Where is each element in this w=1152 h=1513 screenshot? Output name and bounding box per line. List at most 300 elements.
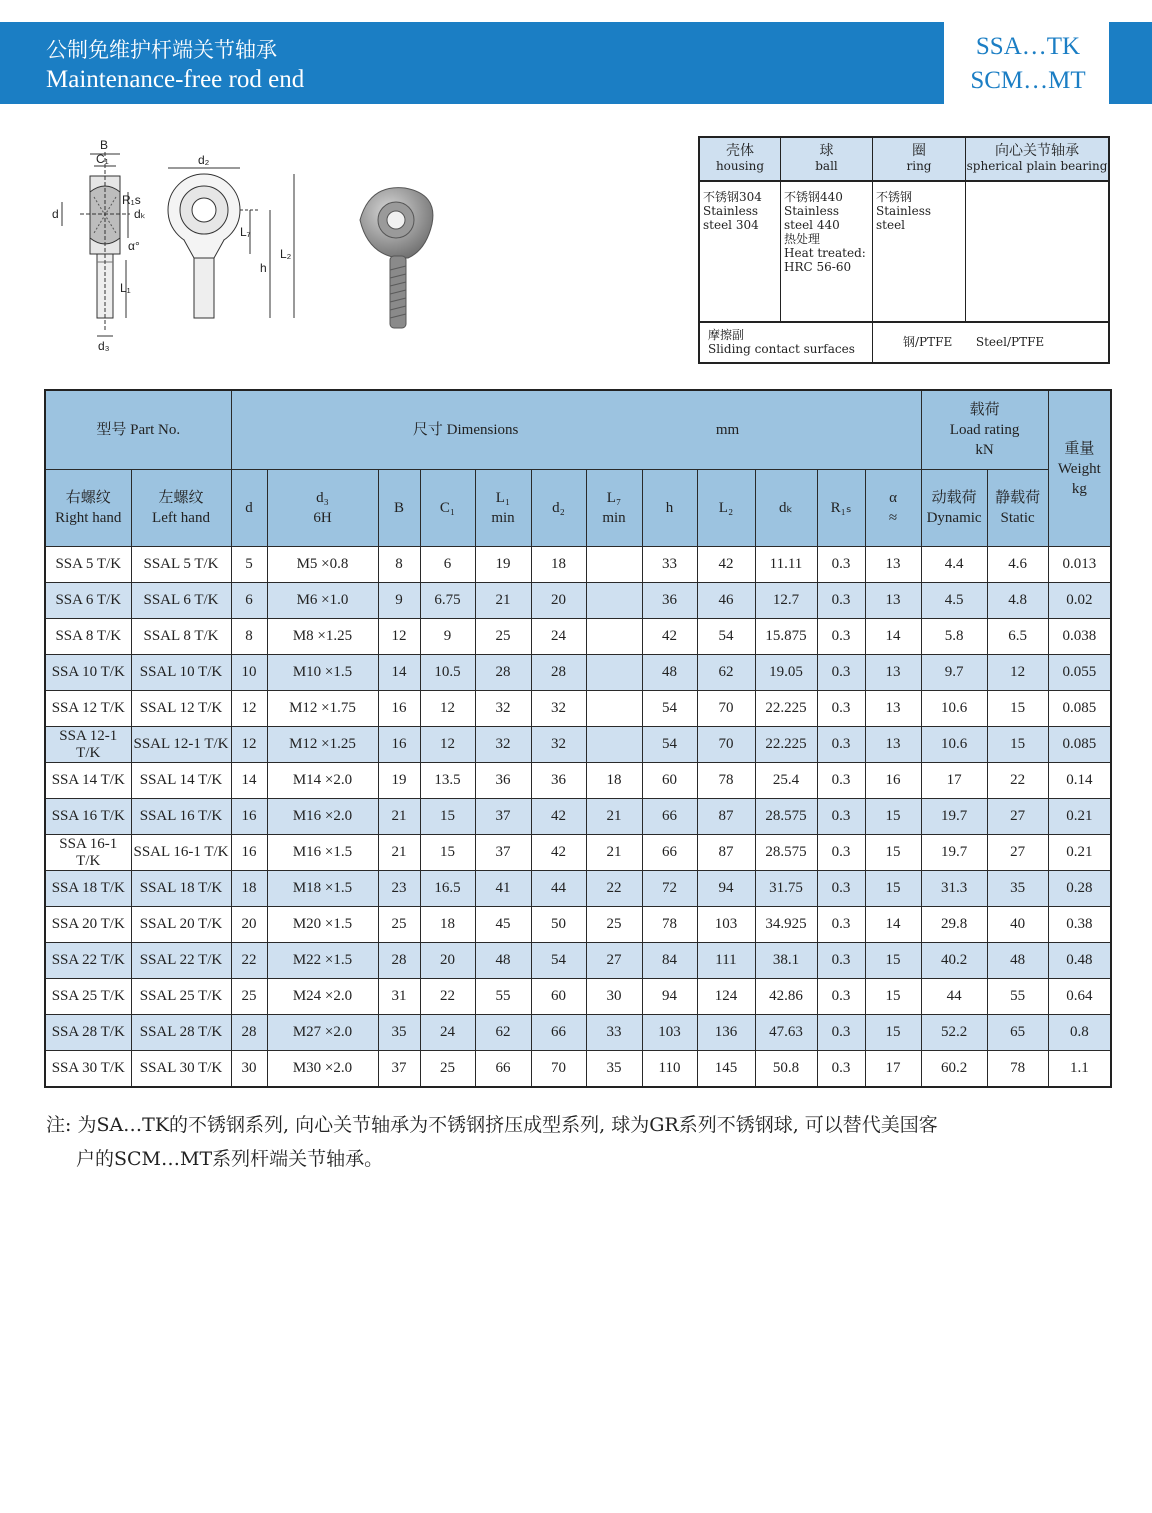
table-cell: 0.3 (817, 835, 865, 871)
table-cell: 8 (231, 619, 267, 655)
footnote (46, 1108, 1116, 1176)
table-cell: M30 ×2.0 (267, 1051, 378, 1087)
table-cell: 28 (231, 1015, 267, 1051)
table-cell: M22 ×1.5 (267, 943, 378, 979)
table-cell: SSA 28 T/K (45, 1015, 131, 1051)
material-housing: 不锈钢304 Stainless steel 304 (700, 182, 781, 321)
table-cell: 13 (865, 691, 921, 727)
material-bearing (966, 182, 1108, 321)
table-cell: 9.7 (921, 655, 987, 691)
table-cell: 0.055 (1048, 655, 1111, 691)
table-cell: 18 (531, 547, 586, 583)
table-cell: 145 (697, 1051, 755, 1087)
table-cell: 30 (586, 979, 642, 1015)
table-cell: 6 (420, 547, 475, 583)
table-cell: 5.8 (921, 619, 987, 655)
table-cell: SSAL 28 T/K (131, 1015, 231, 1051)
table-cell: 42 (642, 619, 697, 655)
table-cell: 9 (378, 583, 420, 619)
col-C1: C₁ (420, 470, 475, 547)
col-R1s: R₁ₛ (817, 470, 865, 547)
table-cell: 40.2 (921, 943, 987, 979)
table-cell: 11.11 (755, 547, 817, 583)
table-cell: SSA 6 T/K (45, 583, 131, 619)
table-cell: SSA 14 T/K (45, 763, 131, 799)
table-cell: 14 (865, 619, 921, 655)
table-cell: 38.1 (755, 943, 817, 979)
table-cell: 0.3 (817, 943, 865, 979)
header-banner (0, 22, 944, 104)
table-cell: 70 (697, 727, 755, 763)
table-cell: 4.8 (987, 583, 1048, 619)
table-cell: 48 (475, 943, 531, 979)
table-cell: 16 (231, 799, 267, 835)
table-cell: 15 (865, 835, 921, 871)
table-cell: SSAL 16-1 T/K (131, 835, 231, 871)
col-static: 静载荷 Static (987, 470, 1048, 547)
table-cell: 10.5 (420, 655, 475, 691)
table-cell: 29.8 (921, 907, 987, 943)
table-cell: 15 (865, 1015, 921, 1051)
table-cell: 15 (865, 943, 921, 979)
table-cell: 15 (865, 979, 921, 1015)
table-cell: 21 (378, 835, 420, 871)
table-row (45, 691, 1111, 727)
table-cell: M5 ×0.8 (267, 547, 378, 583)
table-cell: 17 (865, 1051, 921, 1087)
table-cell: 22.225 (755, 691, 817, 727)
table-cell: 36 (475, 763, 531, 799)
table-cell: 12 (231, 727, 267, 763)
table-cell: 34.925 (755, 907, 817, 943)
table-cell: 0.3 (817, 547, 865, 583)
label-L2: L₂ (280, 247, 292, 261)
table-cell: 15 (987, 727, 1048, 763)
table-row (45, 1015, 1111, 1051)
table-cell: 37 (378, 1051, 420, 1087)
table-cell: SSA 8 T/K (45, 619, 131, 655)
table-cell: 24 (531, 619, 586, 655)
table-cell: 55 (475, 979, 531, 1015)
table-cell: 18 (586, 763, 642, 799)
table-cell: 66 (531, 1015, 586, 1051)
table-cell: 0.21 (1048, 799, 1111, 835)
table-cell: 25 (475, 619, 531, 655)
table-cell: 37 (475, 799, 531, 835)
product-photo (350, 180, 445, 332)
table-cell: M16 ×1.5 (267, 835, 378, 871)
table-cell: 54 (697, 619, 755, 655)
table-cell: 31.75 (755, 871, 817, 907)
series-code-2: SCM…MT (970, 67, 1086, 94)
table-cell: M24 ×2.0 (267, 979, 378, 1015)
table-cell: 25 (586, 907, 642, 943)
table-cell: 103 (642, 1015, 697, 1051)
table-cell: 70 (531, 1051, 586, 1087)
table-cell: SSA 5 T/K (45, 547, 131, 583)
dimensions-table (44, 389, 1112, 1088)
table-cell: 17 (921, 763, 987, 799)
label-d2: d₂ (198, 153, 210, 167)
part-no-header: 型号 Part No. (45, 390, 231, 470)
table-cell: SSAL 16 T/K (131, 799, 231, 835)
table-row (45, 799, 1111, 835)
table-cell: M20 ×1.5 (267, 907, 378, 943)
table-cell: SSA 22 T/K (45, 943, 131, 979)
table-cell: 42 (697, 547, 755, 583)
table-cell: 111 (697, 943, 755, 979)
materials-table (698, 136, 1110, 364)
table-cell: 0.3 (817, 979, 865, 1015)
table-cell: 9 (420, 619, 475, 655)
table-cell: 36 (531, 763, 586, 799)
table-cell: 45 (475, 907, 531, 943)
table-cell: 19.7 (921, 799, 987, 835)
table-cell: 22 (987, 763, 1048, 799)
table-cell: 19.05 (755, 655, 817, 691)
table-cell: 78 (642, 907, 697, 943)
table-cell: 47.63 (755, 1015, 817, 1051)
left-hand-header: 左螺纹 Left hand (131, 470, 231, 547)
table-cell: 28.575 (755, 799, 817, 835)
table-cell: M27 ×2.0 (267, 1015, 378, 1051)
table-cell: 33 (642, 547, 697, 583)
col-L2: L₂ (697, 470, 755, 547)
table-cell: 16 (231, 835, 267, 871)
table-cell: SSAL 18 T/K (131, 871, 231, 907)
table-cell: 0.48 (1048, 943, 1111, 979)
table-cell: 19 (378, 763, 420, 799)
table-cell: SSAL 12 T/K (131, 691, 231, 727)
sliding-surfaces-label: 摩擦副 Sliding contact surfaces (700, 321, 873, 362)
label-d3: d₃ (98, 339, 110, 353)
table-cell: 30 (231, 1051, 267, 1087)
table-cell: 25 (378, 907, 420, 943)
table-cell: 12.7 (755, 583, 817, 619)
label-L7: L₇ (240, 225, 251, 239)
table-cell: 15 (865, 799, 921, 835)
material-header-housing: 壳体 housing (700, 138, 781, 182)
table-cell: 5 (231, 547, 267, 583)
label-h: h (260, 261, 267, 275)
table-cell: M8 ×1.25 (267, 619, 378, 655)
col-L7: L₇ min (586, 470, 642, 547)
table-cell: 46 (697, 583, 755, 619)
table-cell: M6 ×1.0 (267, 583, 378, 619)
table-cell: 25.4 (755, 763, 817, 799)
table-cell (586, 727, 642, 763)
table-cell: 0.013 (1048, 547, 1111, 583)
table-cell: 16 (378, 691, 420, 727)
table-cell: 48 (987, 943, 1048, 979)
table-cell (586, 691, 642, 727)
table-cell: SSAL 6 T/K (131, 583, 231, 619)
table-cell: 32 (475, 727, 531, 763)
table-cell: 78 (697, 763, 755, 799)
table-cell: 31.3 (921, 871, 987, 907)
table-cell (586, 655, 642, 691)
table-cell: 0.3 (817, 583, 865, 619)
table-cell: 33 (586, 1015, 642, 1051)
material-header-ball: 球 ball (781, 138, 873, 182)
table-cell: 35 (378, 1015, 420, 1051)
table-cell: 15.875 (755, 619, 817, 655)
table-cell: SSAL 10 T/K (131, 655, 231, 691)
col-B: B (378, 470, 420, 547)
table-cell: 21 (586, 799, 642, 835)
table-cell: 35 (987, 871, 1048, 907)
table-cell: SSAL 20 T/K (131, 907, 231, 943)
table-cell: 94 (642, 979, 697, 1015)
series-code-1: SSA…TK (975, 33, 1081, 60)
table-cell: 21 (475, 583, 531, 619)
table-cell: 25 (231, 979, 267, 1015)
table-cell: 12 (420, 691, 475, 727)
col-dynamic: 动载荷 Dynamic (921, 470, 987, 547)
table-cell: 19.7 (921, 835, 987, 871)
table-cell: 16 (378, 727, 420, 763)
load-rating-header: 载荷 Load rating kN (921, 390, 1048, 470)
table-cell: 0.38 (1048, 907, 1111, 943)
table-cell: 0.02 (1048, 583, 1111, 619)
table-cell: 0.3 (817, 727, 865, 763)
table-cell: 22 (586, 871, 642, 907)
title-zh: 公制免维护杆端关节轴承 (46, 38, 277, 62)
table-cell: 15 (420, 799, 475, 835)
label-R1s: R₁s (122, 193, 141, 207)
table-cell: 70 (697, 691, 755, 727)
table-cell: 66 (642, 799, 697, 835)
table-cell: 0.3 (817, 691, 865, 727)
table-cell: 0.3 (817, 619, 865, 655)
table-cell: 0.3 (817, 907, 865, 943)
title-en: Maintenance-free rod end (46, 66, 305, 93)
table-cell: 35 (586, 1051, 642, 1087)
table-cell: 1.1 (1048, 1051, 1111, 1087)
table-cell: 52.2 (921, 1015, 987, 1051)
table-cell: M18 ×1.5 (267, 871, 378, 907)
table-cell: 124 (697, 979, 755, 1015)
table-cell: 18 (231, 871, 267, 907)
table-cell: SSAL 22 T/K (131, 943, 231, 979)
right-hand-header: 右螺纹 Right hand (45, 470, 131, 547)
table-cell: 4.4 (921, 547, 987, 583)
table-cell: 12 (378, 619, 420, 655)
table-cell: M16 ×2.0 (267, 799, 378, 835)
table-row (45, 835, 1111, 871)
table-cell: 28.575 (755, 835, 817, 871)
table-cell: 15 (420, 835, 475, 871)
material-header-bearing: 向心关节轴承 spherical plain bearing (966, 138, 1108, 182)
table-cell: 25 (420, 1051, 475, 1087)
table-cell: 22 (231, 943, 267, 979)
material-ball: 不锈钢440 Stainless steel 440 热处理 Heat treated: HRC 56-60 (781, 182, 873, 321)
table-cell: 54 (531, 943, 586, 979)
table-cell: 62 (475, 1015, 531, 1051)
table-cell: 13 (865, 655, 921, 691)
table-cell: 44 (921, 979, 987, 1015)
table-cell: 10.6 (921, 691, 987, 727)
side-view (62, 152, 130, 336)
table-cell: 66 (642, 835, 697, 871)
table-cell: 0.64 (1048, 979, 1111, 1015)
table-cell: 23 (378, 871, 420, 907)
table-cell: SSA 16-1 T/K (45, 835, 131, 871)
table-cell: 27 (987, 835, 1048, 871)
technical-drawing (40, 132, 320, 354)
table-cell: 65 (987, 1015, 1048, 1051)
footnote-line-1: 注: 为SA…TK的不锈钢系列, 向心关节轴承为不锈钢挤压成型系列, 球为GR系列不锈钢球, 可以替代美国客 (46, 1114, 938, 1136)
table-cell: 42.86 (755, 979, 817, 1015)
table-cell: 36 (642, 583, 697, 619)
header-sidebar-block (1109, 22, 1152, 104)
label-dk: dₖ (134, 207, 146, 221)
col-dk: dₖ (755, 470, 817, 547)
table-cell: 13.5 (420, 763, 475, 799)
table-cell (586, 583, 642, 619)
table-cell: 87 (697, 835, 755, 871)
table-cell: SSAL 8 T/K (131, 619, 231, 655)
table-cell: 22.225 (755, 727, 817, 763)
material-header-ring: 圈 ring (873, 138, 966, 182)
col-L1: L₁ min (475, 470, 531, 547)
table-cell: 37 (475, 835, 531, 871)
table-cell: 54 (642, 691, 697, 727)
table-cell: SSA 16 T/K (45, 799, 131, 835)
table-cell: 14 (378, 655, 420, 691)
table-cell: SSA 25 T/K (45, 979, 131, 1015)
table-cell: SSA 10 T/K (45, 655, 131, 691)
table-cell: SSAL 30 T/K (131, 1051, 231, 1087)
col-d: d (231, 470, 267, 547)
table-cell: 19 (475, 547, 531, 583)
dimensions-body (45, 547, 1111, 1087)
table-cell: 66 (475, 1051, 531, 1087)
table-cell (586, 547, 642, 583)
table-cell: 8 (378, 547, 420, 583)
table-cell: 110 (642, 1051, 697, 1087)
table-row (45, 907, 1111, 943)
table-cell: 6 (231, 583, 267, 619)
table-cell: M14 ×2.0 (267, 763, 378, 799)
table-cell: 0.085 (1048, 691, 1111, 727)
table-cell: 94 (697, 871, 755, 907)
table-cell: 0.085 (1048, 727, 1111, 763)
sliding-surfaces-value: 钢/PTFE Steel/PTFE (873, 321, 1108, 362)
table-cell: 0.14 (1048, 763, 1111, 799)
table-cell: 78 (987, 1051, 1048, 1087)
table-cell: 60 (642, 763, 697, 799)
table-cell: 0.3 (817, 1015, 865, 1051)
material-ring: 不锈钢 Stainless steel (873, 182, 966, 321)
table-cell: 28 (531, 655, 586, 691)
table-row (45, 763, 1111, 799)
col-d2: d₂ (531, 470, 586, 547)
table-cell: 40 (987, 907, 1048, 943)
table-cell: 42 (531, 799, 586, 835)
table-cell: 28 (475, 655, 531, 691)
table-cell: 0.3 (817, 763, 865, 799)
table-cell: 24 (420, 1015, 475, 1051)
table-cell: 6.5 (987, 619, 1048, 655)
label-alpha: α° (128, 239, 140, 253)
table-cell: 28 (378, 943, 420, 979)
table-cell: 0.21 (1048, 835, 1111, 871)
table-cell: 13 (865, 727, 921, 763)
label-B: B (100, 138, 109, 152)
table-cell: 22 (420, 979, 475, 1015)
label-d: d (52, 207, 59, 221)
table-cell: SSAL 14 T/K (131, 763, 231, 799)
table-cell: 0.3 (817, 799, 865, 835)
table-cell: 4.5 (921, 583, 987, 619)
table-cell: 16.5 (420, 871, 475, 907)
table-cell: SSAL 12-1 T/K (131, 727, 231, 763)
col-h: h (642, 470, 697, 547)
table-cell: 12 (420, 727, 475, 763)
table-cell: 15 (865, 871, 921, 907)
table-cell: SSAL 5 T/K (131, 547, 231, 583)
table-cell: 32 (531, 727, 586, 763)
table-row (45, 583, 1111, 619)
col-d3: d₃ 6H (267, 470, 378, 547)
table-cell: 103 (697, 907, 755, 943)
table-cell: 136 (697, 1015, 755, 1051)
table-cell: M12 ×1.75 (267, 691, 378, 727)
table-row (45, 727, 1111, 763)
table-row (45, 655, 1111, 691)
table-cell: SSAL 25 T/K (131, 979, 231, 1015)
table-cell: 10.6 (921, 727, 987, 763)
table-cell: 6.75 (420, 583, 475, 619)
table-row (45, 547, 1111, 583)
table-cell: 31 (378, 979, 420, 1015)
table-cell: 15 (987, 691, 1048, 727)
table-cell: 27 (586, 943, 642, 979)
label-L1: L₁ (120, 281, 131, 295)
table-cell: 0.3 (817, 871, 865, 907)
series-codes (952, 30, 1104, 98)
table-cell: 62 (697, 655, 755, 691)
table-cell: 41 (475, 871, 531, 907)
table-cell: 10 (231, 655, 267, 691)
table-cell: 27 (987, 799, 1048, 835)
table-row (45, 1051, 1111, 1087)
table-row (45, 619, 1111, 655)
table-cell: 42 (531, 835, 586, 871)
table-cell: SSA 18 T/K (45, 871, 131, 907)
table-cell: 50 (531, 907, 586, 943)
table-cell: 44 (531, 871, 586, 907)
table-cell: SSA 30 T/K (45, 1051, 131, 1087)
weight-header: 重量 Weight kg (1048, 390, 1111, 547)
table-cell: 20 (531, 583, 586, 619)
table-cell: 72 (642, 871, 697, 907)
table-row (45, 979, 1111, 1015)
table-cell: 50.8 (755, 1051, 817, 1087)
table-cell: 4.6 (987, 547, 1048, 583)
label-C1: C₁ (96, 152, 109, 166)
table-cell: 55 (987, 979, 1048, 1015)
front-view (168, 168, 294, 318)
table-cell: 0.28 (1048, 871, 1111, 907)
table-cell: 12 (987, 655, 1048, 691)
table-cell: SSA 20 T/K (45, 907, 131, 943)
table-cell: 54 (642, 727, 697, 763)
table-cell: 13 (865, 583, 921, 619)
table-cell: 12 (231, 691, 267, 727)
table-cell: 20 (231, 907, 267, 943)
